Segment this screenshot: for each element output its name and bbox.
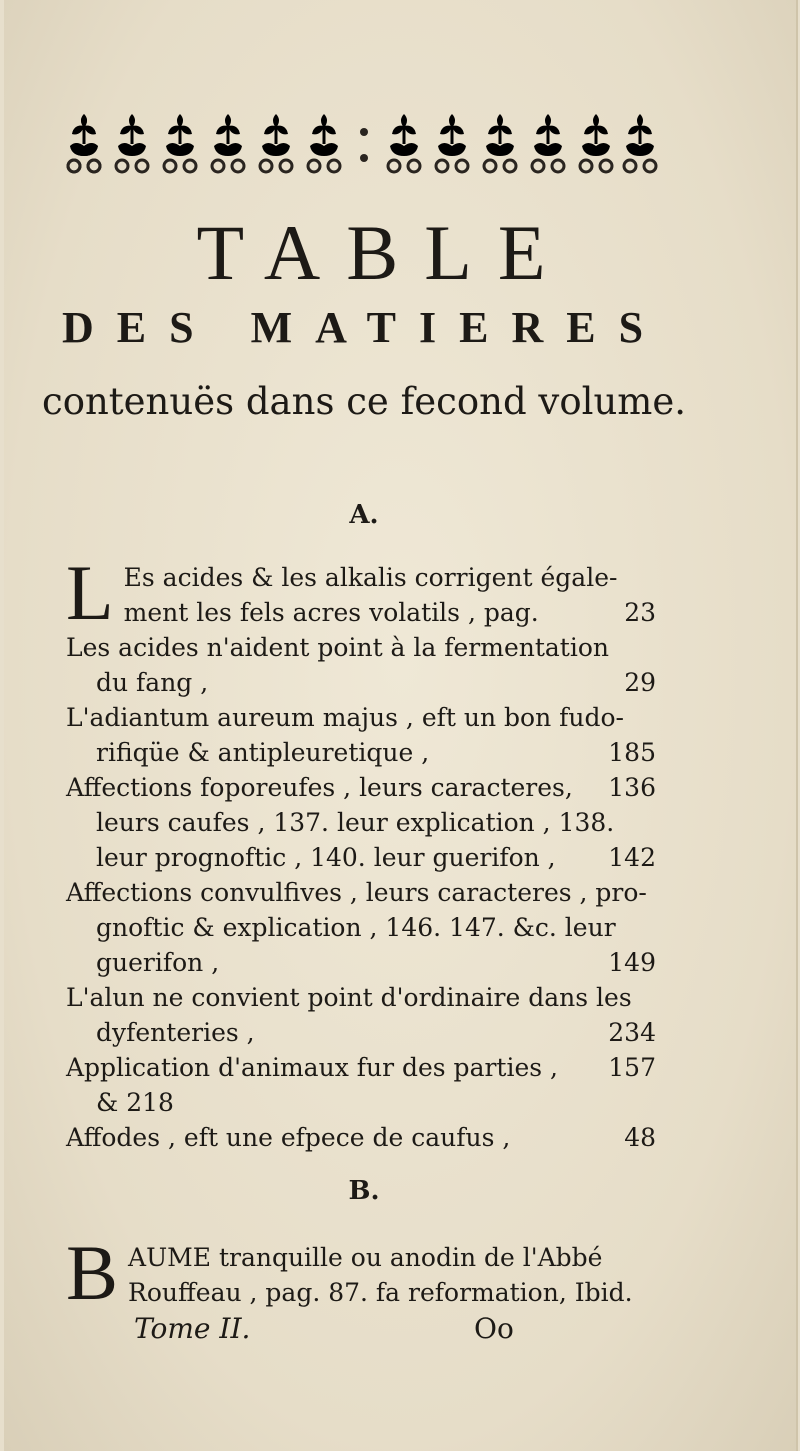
entry-line: AUME tranquille ou anodin de l'Abbé — [128, 1243, 603, 1272]
index-entry — [66, 1120, 656, 1155]
page-subtitle: DES MATIERES — [62, 303, 667, 352]
entry-line: L'alun ne convient point d'ordinaire dans les — [66, 983, 632, 1012]
entry-line: leur prognoftic , 140. leur guerifon , — [96, 843, 556, 872]
fleuron-ornament-band — [64, 108, 664, 176]
page-number: 48 — [624, 1123, 656, 1152]
page-number: 23 — [624, 598, 656, 627]
index-entry — [66, 1050, 656, 1120]
index-entry — [66, 560, 656, 630]
entry-line: ment les fels acres volatils , pag. — [123, 598, 539, 627]
index-entries-a — [66, 560, 656, 1155]
page-subtitle-line2: contenuës dans ce fecond volume. — [41, 380, 687, 423]
entry-line: Les acides n'aident point à la fermentation — [66, 633, 610, 662]
entry-line: Es acides & les alkalis corrigent égale- — [123, 563, 618, 592]
entry-line: dyfenteries , — [96, 1018, 255, 1047]
drop-cap-b: B — [66, 1240, 119, 1310]
book-page — [4, 0, 798, 1451]
entry-line: du fang , — [96, 668, 209, 697]
entry-line: & 218 — [96, 1088, 174, 1117]
section-heading-b: B. — [348, 1176, 380, 1206]
index-entry — [66, 630, 656, 700]
entry-line: Application d'animaux fur des parties , — [66, 1053, 558, 1082]
page-number: 29 — [624, 668, 656, 697]
entry-line: rifiqüe & antipleuretique , — [96, 738, 430, 767]
index-entry — [66, 700, 656, 770]
entry-line: Affections foporeufes , leurs caracteres, — [66, 773, 573, 802]
page-number: 136 — [608, 773, 656, 802]
page-title: TABLE — [196, 209, 572, 296]
entry-line: Affodes , eft une efpece de caufus , — [66, 1123, 511, 1152]
index-entries-b — [66, 1240, 656, 1310]
index-entry — [66, 980, 656, 1050]
entry-line: leurs caufes , 137. leur explication , 138. — [96, 808, 615, 837]
signature-mark: Oo — [474, 1312, 514, 1345]
page-number: 185 — [608, 738, 656, 767]
drop-cap-l: L — [66, 560, 114, 630]
index-entry — [66, 1240, 656, 1310]
entry-line: guerifon , — [96, 948, 220, 977]
volume-label: Tome II. — [134, 1312, 251, 1345]
index-entry — [66, 875, 656, 980]
page-number: 142 — [608, 843, 656, 872]
section-heading-a: A. — [349, 500, 379, 530]
entry-line: Rouffeau , pag. 87. fa reformation, Ibid. — [128, 1278, 633, 1307]
page-footer — [134, 1312, 554, 1345]
entry-line: gnoftic & explication , 146. 147. &c. leur — [96, 913, 616, 942]
entry-line: Affections convulfives , leurs caracteres , pro- — [66, 878, 647, 907]
page-number: 157 — [608, 1053, 656, 1082]
page-number: 149 — [608, 948, 656, 977]
entry-line: L'adiantum aureum majus , eft un bon fudo- — [66, 703, 624, 732]
index-entry — [66, 770, 656, 875]
page-number: 234 — [608, 1018, 656, 1047]
